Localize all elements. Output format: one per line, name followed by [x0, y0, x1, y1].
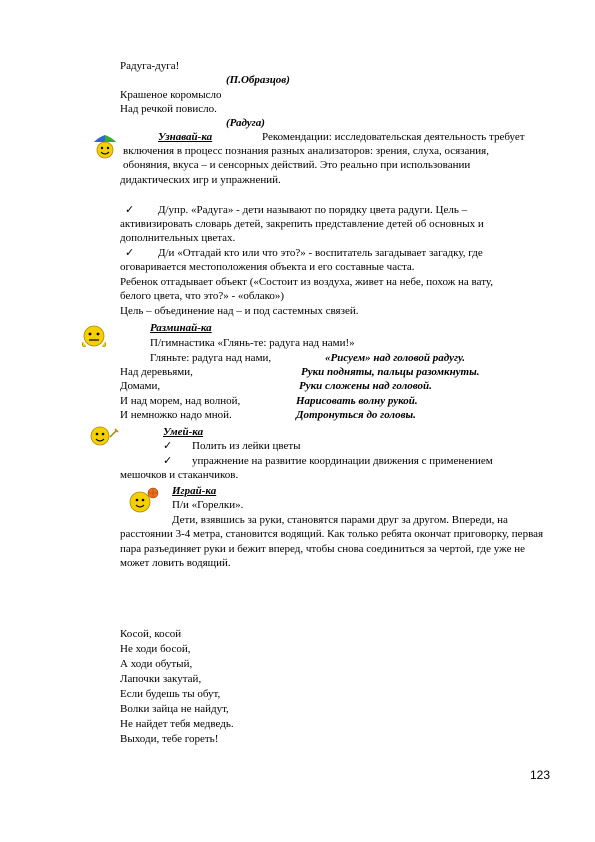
- exercise-text: дополнительных цветах.: [120, 232, 236, 244]
- verse-line: Домами,: [120, 380, 161, 392]
- poem-line: Крашеное коромысло: [120, 89, 222, 101]
- poem-line: А ходи обутый,: [120, 658, 193, 670]
- recommendation-text: включения в процесс познания разных анализаторов: зрения, слуха, осязания,: [123, 145, 489, 157]
- poem-line: Не найдет тебя медведь.: [120, 718, 234, 730]
- movement-line: Руки сложены над головой.: [299, 380, 432, 392]
- poem-line: Если будешь ты обут,: [120, 688, 221, 700]
- verse-line: И над морем, над волной,: [120, 395, 241, 407]
- page-number: 123: [530, 768, 551, 782]
- activity-text: мешочков и стаканчиков.: [120, 469, 239, 481]
- smiley-ball-icon: [126, 486, 160, 516]
- check-icon: ✓: [163, 455, 173, 467]
- poem-line: Волки зайца не найдут,: [120, 703, 229, 715]
- smiley-waving-icon: [88, 425, 120, 447]
- game-description: расстоянии 3-4 метра, становится водящий. Как только ребята окончат приговорку, первая: [120, 528, 544, 540]
- movement-line: Дотронуться до головы.: [296, 409, 416, 421]
- exercise-text: активизировать словарь детей, закрепить представление детей об основных и: [120, 218, 484, 230]
- poem-line: Выходи, тебе гореть!: [120, 733, 219, 745]
- poem-line: Радуга-дуга!: [120, 60, 180, 72]
- section-title-uznavayka: Узнавай-ка: [158, 131, 213, 143]
- game-description: Дети, взявшись за руки, становятся парами друг за другом. Впереди, на: [172, 514, 508, 526]
- game-title: П/и «Горелки».: [172, 499, 244, 511]
- exercise-text: Цель – объединение над – и под састемных связей.: [120, 305, 359, 317]
- verse-line: И немножко надо мной.: [120, 409, 232, 421]
- poem-line: Косой, косой: [120, 628, 182, 640]
- verse-line: Гляньте: радуга над нами,: [150, 352, 272, 364]
- recommendation-text: дидактических игр и упражнений.: [120, 174, 281, 186]
- activity-text: Полить из лейки цветы: [192, 440, 301, 452]
- section-title-razminayka: Разминай-ка: [150, 322, 212, 334]
- verse-line: Над деревьями,: [120, 366, 193, 378]
- poem-answer: (Радуга): [226, 117, 265, 129]
- check-icon: ✓: [125, 247, 135, 259]
- check-icon: ✓: [163, 440, 173, 452]
- game-description: пара разъединяет руки и бежит вперед, чтобы снова соединиться за чертой, где уже не: [120, 543, 525, 555]
- poem-line: Над речкой повисло.: [120, 103, 217, 115]
- smiley-thinking-icon: [80, 322, 108, 350]
- section-title-igrayka: Играй-ка: [172, 485, 217, 497]
- poem-line: Не ходи босой,: [120, 643, 191, 655]
- exercise-text: Д/упр. «Радуга» - дети называют по порядку цвета радуги. Цель –: [158, 204, 468, 216]
- exercise-text: оговаривается местоположения объекта и его составные часта.: [120, 261, 415, 273]
- smiley-umbrella-icon: [92, 133, 118, 161]
- exercise-text: Д/и «Отгадай кто или что это?» - воспитатель загадывает загадку, где: [158, 247, 483, 259]
- check-icon: ✓: [125, 204, 135, 216]
- poem-line: Лапочки закутай,: [120, 673, 202, 685]
- recommendation-text: Рекомендации: исследовательская деятельность требует: [262, 131, 525, 143]
- movement-line: «Рисуем» над головой радугу.: [325, 352, 465, 364]
- section-title-umeyka: Умей-ка: [163, 426, 204, 438]
- poem-author: (П.Образцов): [226, 74, 290, 86]
- recommendation-text: обоняния, вкуса – и сенсорных действий. Это реально при использовании: [123, 159, 471, 171]
- gymnastics-title: П/гимнастика «Глянь-те: радуга над нами!»: [150, 337, 355, 349]
- exercise-text: Ребенок отгадывает объект («Состоит из воздуха, живет на небе, похож на вату,: [120, 276, 494, 288]
- movement-line: Руки подняты, пальцы разомкнуты.: [301, 366, 480, 378]
- movement-line: Нарисовать волну рукой.: [296, 395, 418, 407]
- activity-text: упражнение на развитие координации движения с применением: [192, 455, 493, 467]
- exercise-text: белого цвета, что это?» - «облако»): [120, 290, 285, 302]
- game-description: может ловить водящий.: [120, 557, 231, 569]
